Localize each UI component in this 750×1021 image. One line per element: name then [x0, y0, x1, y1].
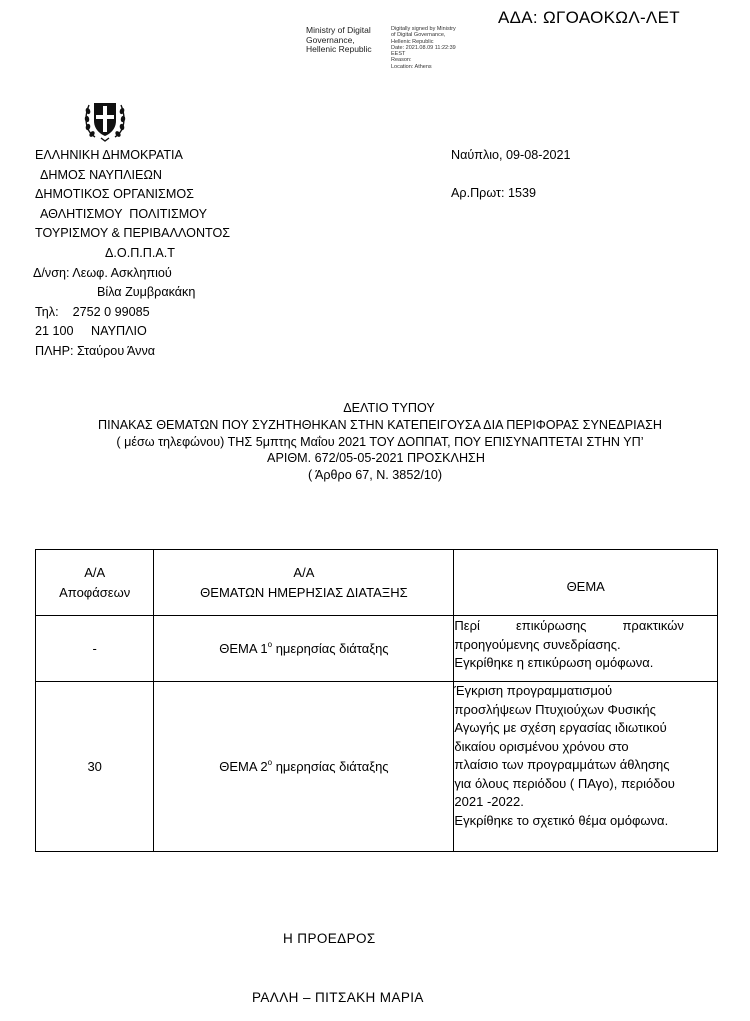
header-text: Α/Α — [84, 565, 106, 580]
press-release-title — [0, 400, 750, 484]
header-decision-number — [36, 550, 154, 616]
signature-detail-line: Reason: — [391, 57, 412, 64]
press-release-line: ΠΙΝΑΚΑΣ ΘΕΜΑΤΩΝ ΠΟΥ ΣΥΖΗΤΗΘΗΚΑΝ ΣΤΗΝ ΚΑΤΕΠΕΙΓΟΥΣΑ ΔΙΑ ΠΕΡΙΦΟΡΑΣ ΣΥΝΕΔΡΙΑΣΗ — [98, 417, 662, 432]
issuer-line: ΔΗΜΟΤΙΚΟΣ ΟΡΓΑΝΙΣΜΟΣ — [35, 187, 194, 202]
subject-cell — [454, 682, 718, 852]
subject-line: Αγωγής με σχέση εργασίας ιδιωτικού — [454, 720, 667, 735]
press-release-line: ( μέσω τηλεφώνου) ΤΗΣ 5μπτης Μαΐου 2021 ΤΟΥ ΔΟΠΠΑΤ, ΠΟΥ ΕΠΙΣΥΝΑΠΤΕΤΑΙ ΣΤΗΝ ΥΠ’ — [116, 434, 644, 449]
issuer-line: Δ.Ο.Π.Π.Α.Τ — [105, 245, 175, 260]
subject-line: δικαίου ορισμένου χρόνου στο — [454, 738, 629, 754]
signer-line: Hellenic Republic — [306, 44, 372, 54]
agenda-item-ordinal: ο — [267, 640, 273, 649]
decision-number-cell: 30 — [36, 682, 154, 852]
signature-signer — [306, 26, 372, 55]
issuer-line: ΕΛΛΗΝΙΚΗ ΔΗΜΟΚΡΑΤΙΑ — [35, 148, 183, 162]
subject-line: προηγούμενης συνεδρίασης. — [454, 636, 621, 652]
signature-detail-line: of Digital Governance, — [391, 32, 446, 39]
signature-details — [391, 26, 456, 70]
subject-line: Εγκρίθηκε η επικύρωση ομόφωνα. — [454, 655, 654, 670]
press-release-line: ( Άρθρο 67, Ν. 3852/10) — [307, 468, 443, 483]
subject-cell — [454, 616, 718, 682]
signer-line: Governance, — [306, 34, 355, 45]
issuer-line: ΠΛΗΡ: Σταύρου Άννα — [35, 343, 156, 358]
subject-line: για όλους περιόδου ( ΠΑγο), περιόδου — [454, 775, 675, 791]
press-release-line: ΑΡΙΘΜ. 672/05-05-2021 ΠΡΟΣΚΛΗΣΗ — [267, 451, 485, 466]
subject-line: Περί επικύρωσης πρακτικών — [454, 618, 684, 633]
header-subject — [454, 550, 718, 616]
issuer-line: ΔΗΜΟΣ ΝΑΥΠΛΙΕΩΝ — [40, 167, 162, 182]
subject-line: πλαίσιο των προγραμμάτων άθλησης — [454, 757, 670, 772]
signature-detail-line: Location: Athens — [391, 63, 432, 70]
coat-of-arms-icon — [83, 97, 127, 143]
subject-line: Εγκρίθηκε το σχετικό θέμα ομόφωνα. — [454, 812, 669, 828]
signature-detail-line: Date: 2021.08.09 11:22:39 — [391, 44, 456, 51]
agenda-item-cell — [154, 616, 454, 682]
header-agenda-item — [154, 550, 454, 616]
protocol-number: Αρ.Πρωτ: 1539 — [451, 186, 536, 200]
signature-detail-line: EEST — [391, 51, 406, 58]
issuer-block — [35, 146, 230, 362]
signature-detail-line: Digitally signed by Ministry — [391, 26, 456, 32]
header-text: Α/Α — [293, 565, 315, 580]
subject-line: Έγκριση προγραμματισμού — [454, 683, 613, 698]
agenda-item-cell — [154, 682, 454, 852]
header-text: Αποφάσεων — [59, 584, 131, 600]
issuer-line: 21 100 ΝΑΥΠΛΙΟ — [35, 324, 147, 339]
agenda-item-ordinal: ο — [267, 758, 273, 767]
subject-line: 2021 -2022. — [454, 794, 524, 809]
chair-title: Η ΠΡΟΕΔΡΟΣ — [283, 931, 376, 946]
chair-name: ΡΑΛΛΗ – ΠΙΤΣΑΚΗ ΜΑΡΙΑ — [252, 990, 424, 1005]
agenda-item-text: ημερησίας διάταξης — [272, 759, 389, 774]
place-date: Ναύπλιο, 09-08-2021 — [451, 148, 571, 162]
decisions-table — [35, 549, 718, 852]
agenda-item-text: ημερησίας διάταξης — [272, 641, 389, 656]
table-row — [36, 682, 718, 852]
signer-line: Ministry of Digital — [306, 25, 371, 35]
table-row — [36, 616, 718, 682]
ada-code: ΑΔΑ: ΩΓΟΑΟΚΩΛ-ΛΕΤ — [498, 8, 680, 27]
issuer-line: Δ/νση: Λεωφ. Ασκληπιού — [33, 265, 172, 280]
issuer-line: ΤΟΥΡΙΣΜΟΥ & ΠΕΡΙΒΑΛΛΟΝΤΟΣ — [35, 226, 231, 241]
issuer-line: Βίλα Ζυμβρακάκη — [97, 285, 196, 300]
header-text: ΘΕΜΑ — [566, 578, 605, 594]
header-text: ΘΕΜΑΤΩΝ ΗΜΕΡΗΣΙΑΣ ΔΙΑΤΑΞΗΣ — [200, 584, 408, 600]
issuer-line: ΑΘΛΗΤΙΣΜΟΥ ΠΟΛΙΤΙΣΜΟΥ — [40, 206, 208, 221]
agenda-item-text: ΘΕΜΑ 2 — [219, 759, 268, 774]
signature-detail-line: Hellenic Republic — [391, 38, 434, 45]
decision-number-cell: - — [36, 616, 154, 682]
table-header-row — [36, 550, 718, 616]
agenda-item-text: ΘΕΜΑ 1 — [219, 641, 268, 656]
issuer-line: Τηλ: 2752 0 99085 — [35, 304, 150, 319]
subject-line: προσλήψεων Πτυχιούχων Φυσικής — [454, 701, 656, 717]
press-release-heading: ΔΕΛΤΙΟ ΤΥΠΟΥ — [343, 401, 435, 415]
